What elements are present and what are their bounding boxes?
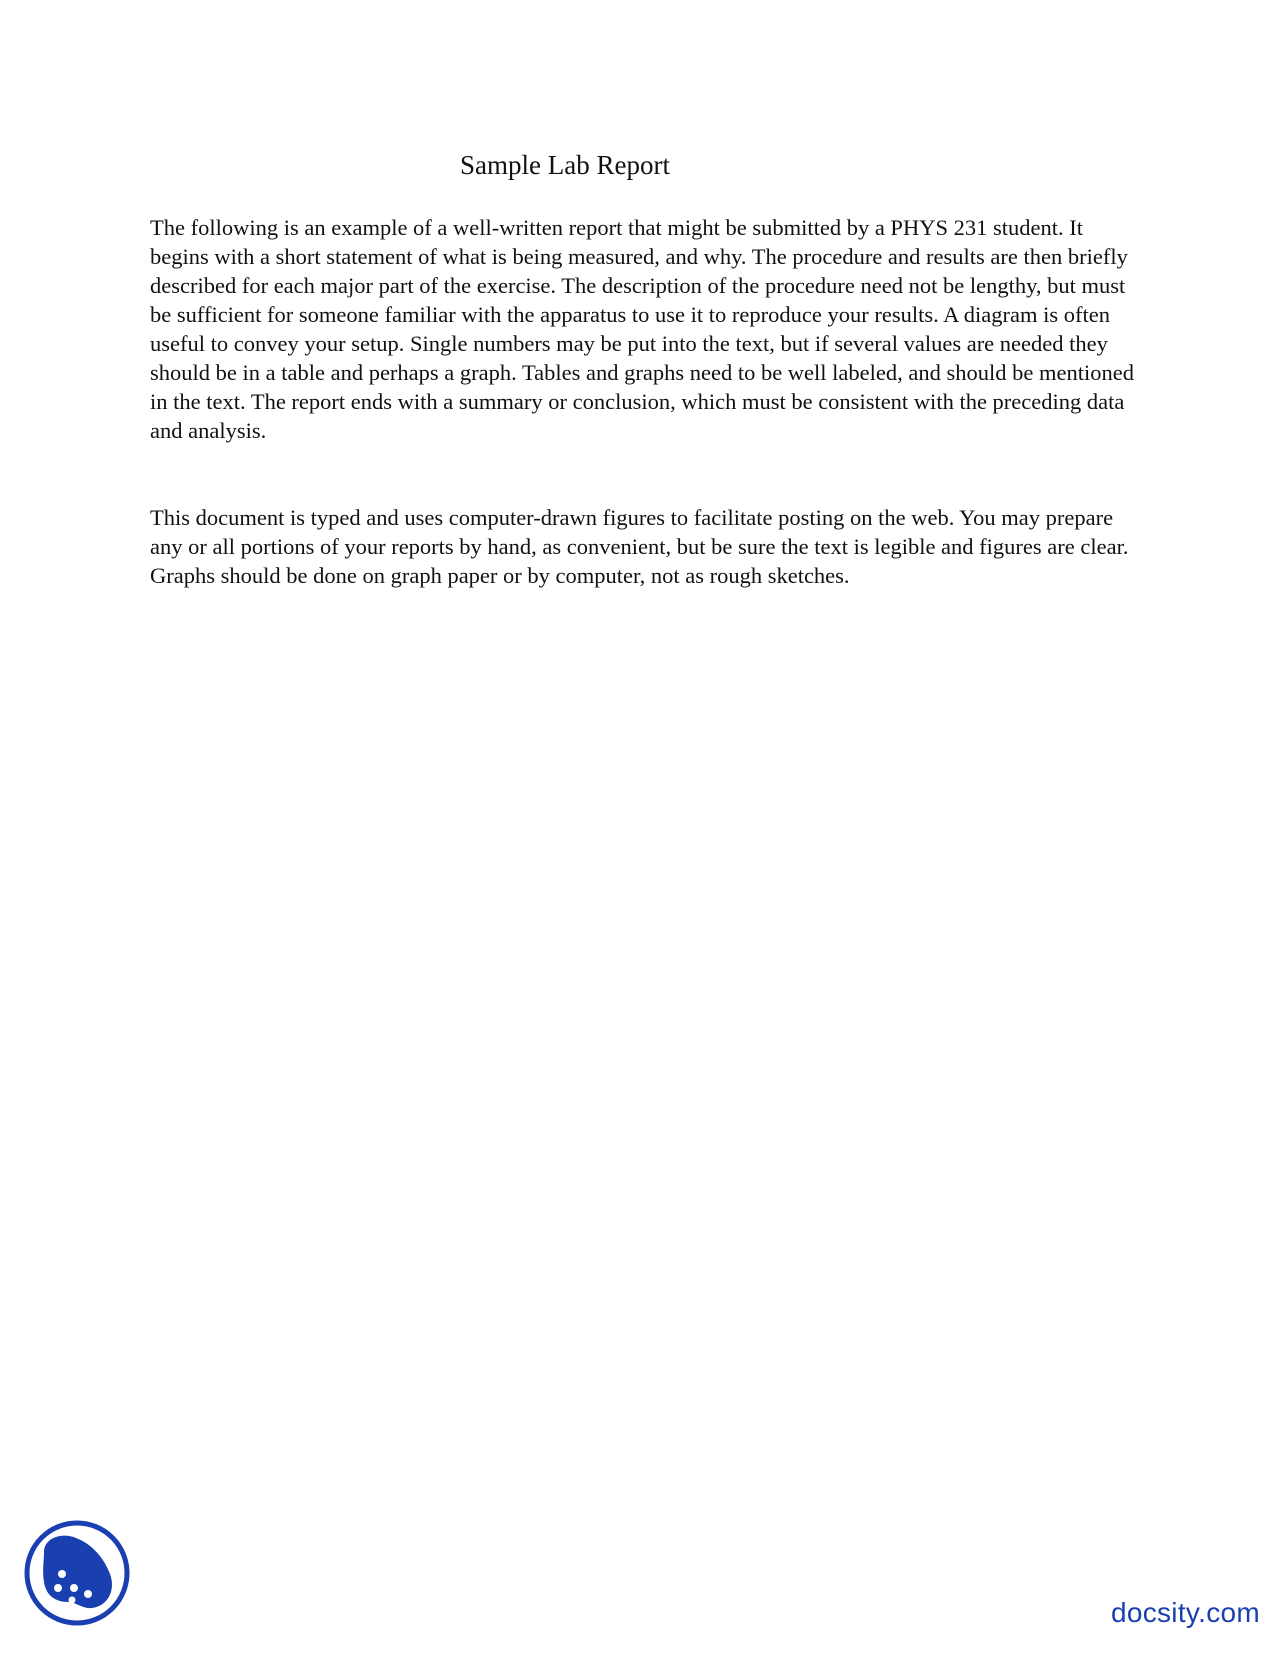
- intro-paragraph: The following is an example of a well-written report that might be submitted by a PHYS 231 student. It begins with a short statement of what is being measured, and why. The procedure and results are then briefly described for each major part of the exercise. The description of the procedure need not be lengthy, but must be sufficient for someone familiar with the apparatus to use it to reproduce your results. A diagram is often useful to convey your setup. Single numbers may be put into the text, but if several values are needed they should be in a table and perhaps a graph. Tables and graphs need to be well labeled, and should be mentioned in the text. The report ends with a summary or conclusion, which must be consistent with the preceding data and analysis.: [150, 215, 1134, 443]
- note-paragraph: This document is typed and uses computer-drawn figures to facilitate posting on the web. You may prepare any or all portions of your reports by hand, as convenient, but be sure the text is legible and figures are clear. Graphs should be done on graph paper or by computer, not as rough sketches.: [150, 505, 1129, 588]
- docsity-brand-link[interactable]: docsity.com: [1110, 1597, 1260, 1628]
- docsity-logo-icon[interactable]: [22, 1518, 132, 1628]
- document-title: Sample Lab Report: [460, 150, 670, 180]
